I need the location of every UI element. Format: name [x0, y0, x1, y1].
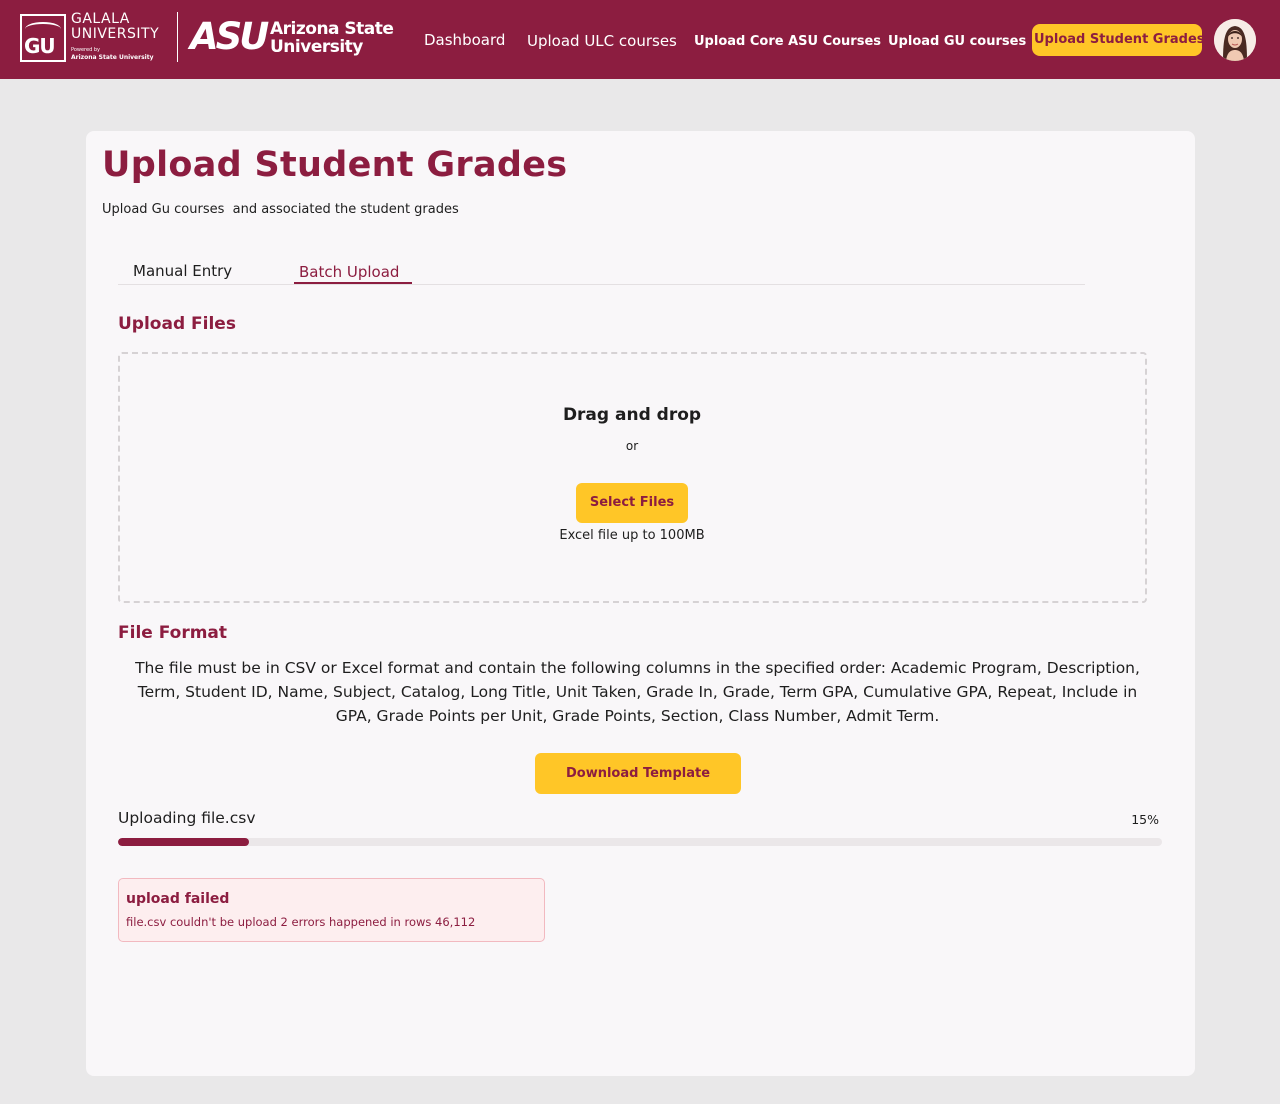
- powered-by-text: [71, 47, 154, 61]
- file-format-description: The file must be in CSV or Excel format and contain the following columns in the specified order: Academic Program, Description, Term, Student ID, Name, Subject, Catalog, Long Title, Unit Taken, Grade In, Grade, Term GPA, Cumulative GPA, Repeat, Include in GPA, Grade Points per Unit, Grade Points, Section, Class Number, Admit Term.: [135, 659, 1140, 725]
- uploading-file-label: Uploading file.csv: [118, 809, 256, 827]
- tabs-divider: [118, 284, 1085, 285]
- upload-files-heading: Upload Files: [118, 314, 236, 334]
- dropzone-or-text: or: [625, 439, 639, 453]
- nav-upload-gu-courses[interactable]: Upload GU courses: [888, 34, 1027, 49]
- active-tab-indicator: [294, 282, 412, 284]
- upload-progress-bar: [118, 838, 1162, 846]
- upload-error-alert: [118, 878, 545, 942]
- alert-title: upload failed: [126, 891, 230, 907]
- galala-university-logo[interactable]: [20, 14, 66, 62]
- upload-progress-fill: [118, 838, 249, 846]
- user-avatar-icon: [1214, 19, 1256, 61]
- alert-message: file.csv couldn't be upload 2 errors happened in rows 46,112: [126, 915, 476, 929]
- asu-name-line2: University: [270, 37, 363, 57]
- page-title: Upload Student Grades: [102, 145, 568, 185]
- tab-manual-entry[interactable]: Manual Entry: [133, 262, 233, 280]
- file-format-heading: File Format: [118, 623, 228, 643]
- nav-upload-student-grades[interactable]: Upload Student Grades: [1032, 24, 1202, 56]
- page-subtitle: Upload Gu courses and associated the student grades: [102, 202, 459, 217]
- upload-percent: 15%: [1131, 812, 1159, 827]
- file-size-hint: Excel file up to 100MB: [559, 528, 705, 543]
- logo-divider: [177, 12, 178, 62]
- user-avatar[interactable]: [1214, 19, 1256, 61]
- gu-name-line1: GALALA: [71, 11, 130, 27]
- download-template-button[interactable]: Download Template: [535, 753, 741, 794]
- tab-batch-upload[interactable]: Batch Upload: [299, 263, 400, 281]
- powered-by-line2: Arizona State University: [71, 54, 154, 61]
- asu-logo[interactable]: ASU: [190, 15, 267, 58]
- file-dropzone[interactable]: [118, 352, 1147, 603]
- asu-name: [270, 20, 393, 56]
- select-files-button[interactable]: Select Files: [576, 483, 688, 523]
- top-navigation-bar: [0, 0, 1280, 79]
- gu-logo-letters: GU: [24, 34, 55, 58]
- gu-name-line2: UNIVERSITY: [71, 26, 160, 42]
- drag-and-drop-title: Drag and drop: [562, 405, 702, 425]
- nav-upload-ulc-courses[interactable]: Upload ULC courses: [527, 32, 677, 50]
- asu-name-line1: Arizona State: [270, 19, 394, 39]
- galala-university-name: [71, 12, 171, 42]
- nav-dashboard[interactable]: Dashboard: [424, 31, 506, 49]
- nav-upload-core-asu-courses[interactable]: Upload Core ASU Courses: [694, 34, 882, 49]
- powered-by-line1: Powered by: [71, 47, 100, 53]
